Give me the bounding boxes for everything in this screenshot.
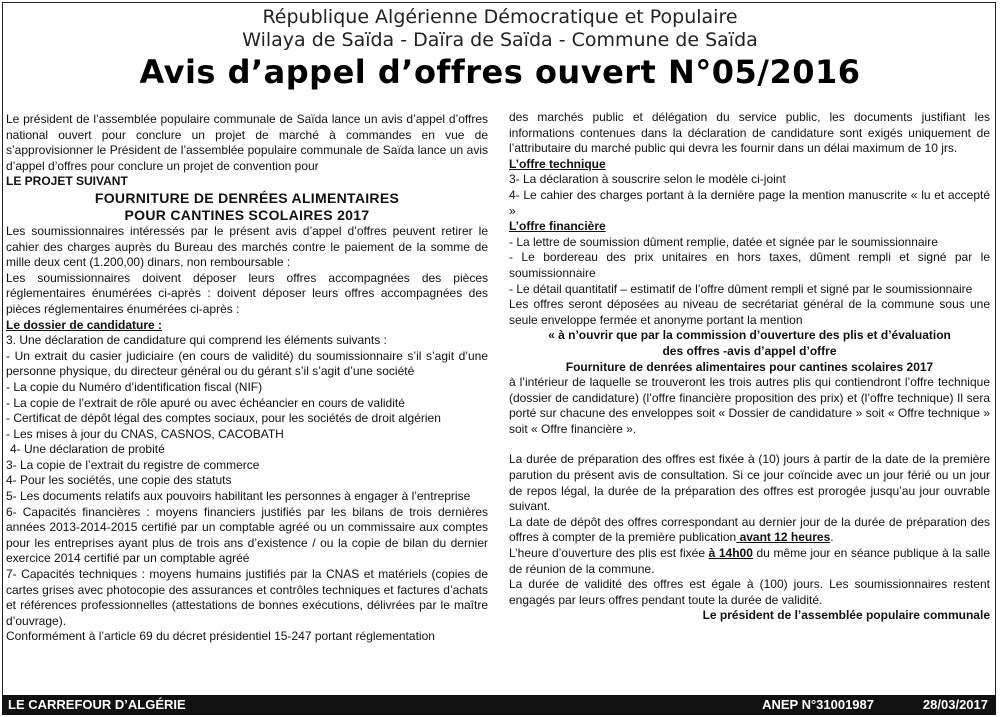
ouverture-end: du même jour en séance publique à la salle de réunion de la commune. <box>509 546 990 576</box>
offre-financiere-title: L’offre financière <box>509 219 606 234</box>
validite-paragraph: La durée de validité des offres est égale à (100) jours. Les soumissionnaires restent engagés par leurs offres pendant toute la durée de validité. <box>509 577 990 607</box>
dossier-item: - La copie du Numéro d’identification fiscal (NIF) <box>6 379 263 394</box>
dossier-item: 7- Capacités techniques : moyens humains justifiés par la CNAS et matériels (copies de cartes grises avec photocopie des assurances et contrôles techniques et factures d’achats et références professionnelles (attestations de bonnes exécutions, délivrées par le maître d’ouvrage). <box>6 567 488 628</box>
ouverture-text: L’heure d’ouverture des plis est fixée <box>509 546 709 561</box>
product-title-line2: POUR CANTINES SCOLAIRES 2017 <box>124 206 370 223</box>
mention-line: des offres -avis d’appel d’offre <box>662 343 837 358</box>
anep-number: ANEP N°31001987 <box>762 697 874 712</box>
product-title-line1: FOURNITURE DE DENRÉES ALIMENTAIRES <box>94 189 400 206</box>
financiere-item: - Le bordereau des prix unitaires en hors taxes, dûment rempli et signé par le soumissionnaire <box>509 250 990 280</box>
dossier-item: Conformément à l’article 69 du décret présidentiel 15-247 portant réglementation <box>6 629 435 644</box>
depot-paragraph: Les offres seront déposées au niveau de secrétariat général de la commune sous une seule enveloppe fermée et anonyme portant la mention <box>509 297 990 327</box>
offre-technique-title: L’offre technique <box>509 156 606 171</box>
dossier-item: - Les mises à jour du CNAS, CASNOS, CACOBATH <box>6 426 284 441</box>
dossier-item: - La copie de l’extrait de rôle apuré ou avec échéancier en cours de validité <box>6 395 405 410</box>
notice-header <box>0 6 1000 92</box>
spacer <box>509 437 990 452</box>
ouverture-paragraph <box>509 546 990 577</box>
dossier-item: - Certificat de dépôt légal des comptes sociaux, pour les sociétés de droit algérien <box>6 411 441 426</box>
mention-line: « à n’ouvrir que par la commission d’ouverture des plis et d’évaluation <box>548 328 951 343</box>
date-depot-paragraph <box>509 515 990 546</box>
interieur-paragraph: à l’intérieur de laquelle se trouveront les trois autres plis qui contiendront l’offre technique (dossier de candidature) (l’offre financière proposition des prix) et (l’offre technique) Il sera porté sur chacune des enveloppes soit « Dossier de candidature » soit « Offre technique » soit « Offre financière ». <box>509 375 990 436</box>
signature: Le président de l’assemblée populaire communale <box>702 608 990 623</box>
date-depot-end: . <box>830 530 834 545</box>
mention-line: Fourniture de denrées alimentaires pour cantines scolaires 2017 <box>565 359 934 374</box>
publication-date: 28/03/2017 <box>922 697 988 712</box>
dossier-item: 5- Les documents relatifs aux pouvoirs habilitant les personnes à engager à l’entreprise <box>6 489 471 504</box>
dossier-item: 3- La copie de l’extrait du registre de commerce <box>6 457 260 472</box>
publication-name: LE CARREFOUR D’ALGÉRIE <box>8 697 186 712</box>
notice-title: Avis d’appel d’offres ouvert N°05/2016 <box>139 53 861 91</box>
dossier-item: - Un extrait du casier judiciaire (en cours de validité) du soumissionnaire s’il s’agit d’une personne physique, du directeur général ou du gérant s’il s’agit d’une société <box>6 348 488 379</box>
date-depot-text: La date de dépôt des offres correspondant au dernier jour de la durée de préparation des offres à compter de la première publication <box>509 514 990 545</box>
intro-paragraph: Le président de l’assemblée populaire communale de Saïda lance un avis d’appel d’offres national ouvert pour conclure un projet de marché à commandes en vue de s’approvisionner le Président de l’assemblée populaire communale de Saïda lance un avis d’appel d’offres pour conclure un projet de convention pour <box>6 112 488 173</box>
right-column <box>509 110 990 624</box>
dossier-item: 4- Une déclaration de probité <box>10 442 165 457</box>
dossier-item: 3. Une déclaration de candidature qui comprend les éléments suivants : <box>6 333 387 348</box>
left-column <box>6 112 488 645</box>
dossier-item: 4- Pour les sociétés, une copie des statuts <box>6 473 232 488</box>
dossier-item: 6- Capacités financières : moyens financiers justifiés par les bilans de trois dernières années 2013-2014-2015 certifié par un comptable agréé ou un commissaire aux comptes pour les entreprises ayant plus de trois ans d’existence / ou la copie de bilan du dernier exercice 2014 certifié par un comptable agréé <box>6 504 488 566</box>
technique-item: 3- La déclaration à souscrire selon le modèle ci-joint <box>509 172 786 187</box>
dossier-title: Le dossier de candidature : <box>6 317 163 332</box>
retrait-paragraph: Les soumissionnaires intéressés par le présent avis d’appel d’offres peuvent retirer le cahier des charges auprès du Bureau des marchés contre le paiement de la somme de mille deux cent (1.200,00) dinars, non remboursable : <box>6 223 488 270</box>
republic-line: République Algérienne Démocratique et Populaire <box>262 6 738 28</box>
continuation-paragraph: des marchés public et délégation du service public, les documents justifiant les informations contenues dans la déclaration de candidature sont exigés uniquement de l’attributaire du marché public qui devra les fournir dans un délai maximum de 10 jrs. <box>509 110 990 156</box>
ouverture-time: à 14h00 <box>708 546 753 561</box>
wilaya-line: Wilaya de Saïda - Daïra de Saïda - Commune de Saïda <box>242 29 758 51</box>
date-depot-deadline: avant 12 heures <box>736 530 831 545</box>
duree-paragraph: La durée de préparation des offres est fixée à (10) jours à partir de la date de la première parution du présent avis de consultation. Si ce jour coïncide avec un jour férié ou un jour de repos légal, la durée de la préparation des offres est prorogée jusqu’au jour ouvrable suivant. <box>509 452 990 514</box>
pieces-paragraph: Les soumissionnaires doivent déposer leurs offres accompagnées des pièces réglementaires énumérées ci-après : doivent déposer leurs offres accompagnées des pièces réglementaires énumérées ci-après : <box>6 270 488 316</box>
technique-item: 4- Le cahier des charges portant à la dernière page la mention manuscrite « lu et accepté » <box>509 187 990 218</box>
financiere-item: - La lettre de soumission dûment remplie, datée et signée par le soumissionnaire <box>509 234 938 249</box>
financiere-item: - Le détail quantitatif – estimatif de l’offre dûment rempli et signé par le soumissionnaire <box>509 281 973 296</box>
projet-label: LE PROJET SUIVANT <box>6 174 128 189</box>
footer-bar <box>2 695 996 715</box>
